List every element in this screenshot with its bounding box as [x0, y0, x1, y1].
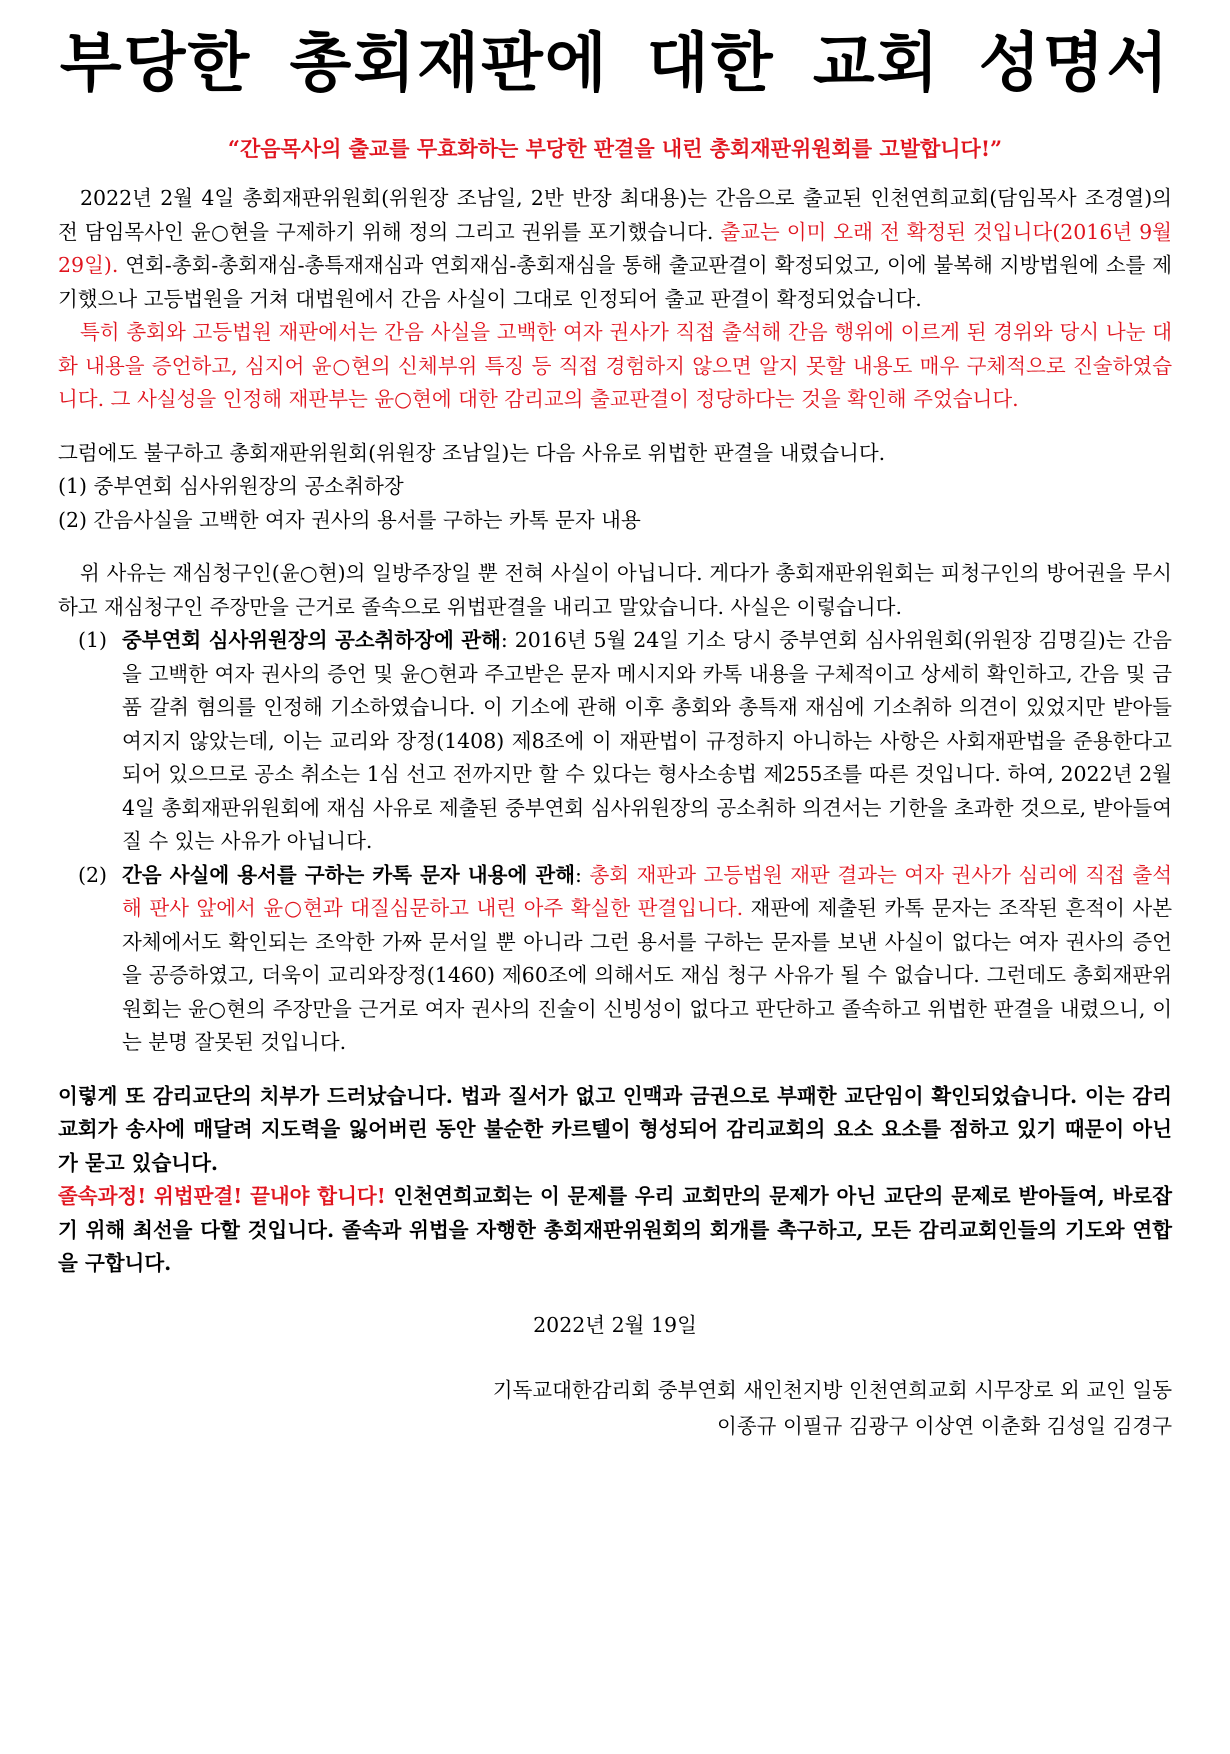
paragraph-rebuttal: 위 사유는 재심청구인(윤○현)의 일방주장일 뿐 전혀 사실이 아닙니다. 게다가 총회재판위원회는 피청구인의 방어권을 무시하고 재심청구인 주장만을 근거로 졸속으로 위법판결을 내리고 말았습니다. 사실은 이렇습니다. [58, 561, 1172, 619]
signature-line-1: 기독교대한감리회 중부연회 새인천지방 인천연희교회 시무장로 외 교인 일동 [492, 1378, 1172, 1402]
closing-paragraph-1: 이렇게 또 감리교단의 치부가 드러났습니다. 법과 질서가 없고 인맥과 금권으로 부패한 교단임이 확인되었습니다. 이는 감리교회가 송사에 매달려 지도력을 잃어버린 동안 불순한 카르텔이 형성되어 감리교회의 요소 요소를 점하고 있기 때문이 아닌가 묻고 있습니다. [58, 1083, 1172, 1175]
rebuttal-item-text: : 2016년 5월 24일 기소 당시 중부연회 심사위원회(위원장 김명길)는 간음을 고백한 여자 권사의 증언 및 윤○현과 주고받은 문자 메시지와 카톡 내용을 구체적이고 상세히 확인하고, 간음 및 금품 갈취 혐의를 인정해 기소하였습니다. 이 기소에 관해 이후 총회와 총특재 재심에 기소취하 의견이 있었지만 받아들여지지 않았는데, 이는 교리와 장정(1408) 제8조에 이 재판법이 규정하지 아니하는 사항은 사회재판법을 준용한다고 되어 있으므로 공소 취소는 1심 선고 전까지만 할 수 있다는 형사소송법 제255조를 따른 것입니다. 하여, 2022년 2월 4일 총회재판위원회에 재심 사유로 제출된 중부연회 심사위원장의 공소취하 의견서는 기한을 초과한 것으로, 받아들여질 수 있는 사유가 아닙니다. [122, 628, 1172, 853]
closing-text: 인천연희교회는 이 문제를 우리 교회만의 문제가 아닌 교단의 문제로 받아들여, 바로잡기 위해 최선을 다할 것입니다. 졸속과 위법을 자행한 총회재판위원회의 회개를 촉구하고, 모든 감리교회인들의 기도와 연합을 구합니다. [58, 1184, 1173, 1275]
intro-text-c: 연회-총회-총회재심-총특재재심과 연회재심-총회재심을 통해 출교판결이 확정되었고, 이에 불복해 지방법원에 소를 제기했으나 고등법원을 거쳐 대법원에서 간음 사실이 그대로 인정되어 출교 판결이 확정되었습니다. [58, 253, 1172, 311]
reason-item-1: (1) 중부연회 심사위원장의 공소취하장 [58, 474, 404, 498]
rebuttal-item-red-text: 총회 재판과 고등법원 재판 결과는 여자 권사가 심리에 직접 출석해 판사 앞에서 윤○현과 대질심문하고 내린 아주 확실한 판결입니다. [122, 862, 1172, 920]
paragraph-illegal-ruling: 그럼에도 불구하고 총회재판위원회(위원장 조남일)는 다음 사유로 위법한 판결을 내렸습니다. [58, 440, 886, 465]
intro-text-red: 출교는 이미 오래 전 확정된 것입니다(2016년 9월 29일). [58, 219, 1172, 277]
closing-paragraph-2 [58, 1180, 1172, 1281]
rebuttal-item-text: 재판에 제출된 카톡 문자는 조작된 흔적이 사본 자체에서도 확인되는 조악한 가짜 문서일 뿐 아니라 그런 용서를 구하는 문자를 보낸 사실이 없다는 여자 권사의 증언을 공증하였고, 더욱이 교리와장정(1460) 제60조에 의해서도 재심 청구 사유가 될 수 없습니다. 그런데도 총회재판위원회는 윤○현의 주장만을 근거로 여자 권사의 진술이 신빙성이 없다고 판단하고 졸속하고 위법한 판결을 내렸으니, 이는 분명 잘못된 것입니다. [122, 896, 1173, 1054]
signature-block [58, 1372, 1172, 1444]
rebuttal-item-number: (2) [78, 862, 108, 887]
rebuttal-item-1 [58, 624, 1172, 859]
signature-line-2: 이종규 이필규 김광구 이상연 이춘화 김성일 김경구 [717, 1414, 1172, 1438]
rebuttal-item-heading: 중부연회 심사위원장의 공소취하장에 관해 [122, 628, 501, 652]
paragraph-intro [58, 182, 1172, 316]
closing-section [58, 1080, 1172, 1281]
rebuttal-item-heading: 간음 사실에 용서를 구하는 카톡 문자 내용에 관해 [122, 862, 576, 887]
statement-date: 2022년 2월 19일 [533, 1312, 697, 1337]
rebuttal-item-number: (1) [78, 628, 108, 652]
subtitle: “간음목사의 출교를 무효화하는 부당한 판결을 내린 총회재판위원회를 고발합니다!” [227, 136, 1003, 161]
intro-text-a: 2022년 2월 4일 총회재판위원회(위원장 조남일, 2반 반장 최대용)는 간음으로 출교된 인천연희교회(담임목사 조경열)의 전 담임목사인 윤○현을 구제하기 위해 정의 그리고 권위를 포기했습니다. [58, 186, 1172, 244]
page-title: 부당한 총회재판에 대한 교회 성명서 [59, 27, 1171, 101]
rebuttal-item-2 [58, 859, 1172, 1060]
reason-item-2: (2) 간음사실을 고백한 여자 권사의 용서를 구하는 카톡 문자 내용 [58, 507, 641, 532]
rebuttal-item-colon: : [575, 862, 590, 887]
closing-red-slogan: 졸속과정! 위법판결! 끝내야 합니다! [58, 1184, 386, 1208]
paragraph-court-testimony: 특히 총회와 고등법원 재판에서는 간음 사실을 고백한 여자 권사가 직접 출석해 간음 행위에 이르게 된 경위와 당시 나눈 대화 내용을 증언하고, 심지어 윤○현의 신체부위 특징 등 직접 경험하지 않으면 알지 못할 내용도 매우 구체적으로 진술하였습니다. 그 사실성을 인정해 재판부는 윤○현에 대한 감리교의 출교판결이 정당하다는 것을 확인해 주었습니다. [58, 320, 1172, 411]
